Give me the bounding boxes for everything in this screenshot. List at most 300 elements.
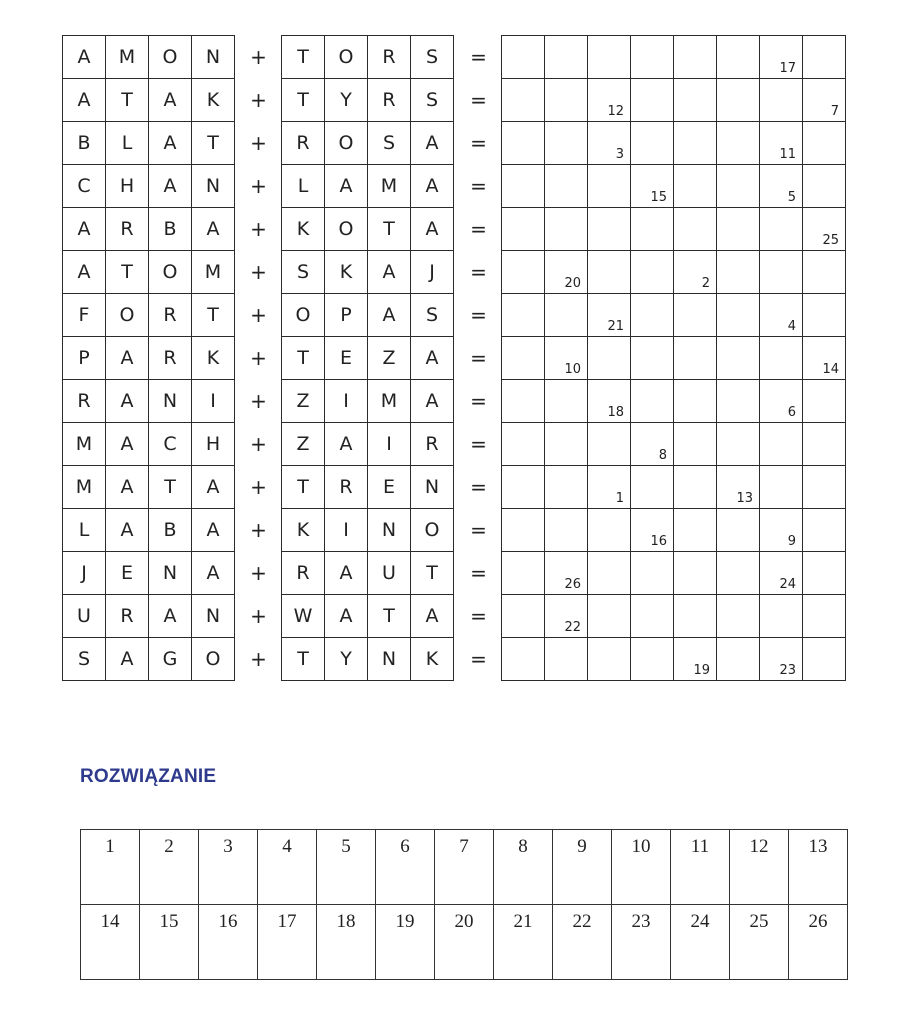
right-word-letter: Y [324, 78, 368, 122]
left-word-letter: C [148, 422, 192, 466]
answer-cell[interactable] [544, 78, 588, 122]
left-word-letter: B [148, 508, 192, 552]
solution-cell[interactable] [139, 904, 199, 980]
right-word-letter: I [367, 422, 411, 466]
answer-cell-number: 24 [779, 577, 796, 592]
solution-cell[interactable] [552, 904, 612, 980]
answer-cell-number: 9 [787, 534, 796, 549]
answer-cell[interactable] [716, 293, 760, 337]
answer-cell[interactable] [759, 637, 803, 681]
left-word-letter: N [191, 35, 235, 79]
answer-cell[interactable] [501, 637, 545, 681]
answer-cell[interactable] [587, 164, 631, 208]
right-word-letter: A [324, 422, 368, 466]
answer-cell[interactable] [587, 379, 631, 423]
answer-cell-number: 19 [693, 663, 710, 678]
answer-cell[interactable] [587, 78, 631, 122]
solution-cell-number: 15 [159, 911, 179, 932]
solution-cell[interactable] [375, 904, 435, 980]
right-word-letter: A [410, 379, 454, 423]
answer-cell[interactable] [630, 78, 674, 122]
left-word-letter: M [191, 250, 235, 294]
answer-cell[interactable] [544, 336, 588, 380]
right-word-letter: N [367, 637, 411, 681]
right-word-letter: R [367, 35, 411, 79]
answer-cell[interactable] [759, 336, 803, 380]
answer-cell[interactable] [759, 250, 803, 294]
answer-cell-number: 6 [787, 405, 796, 420]
left-word-letter: T [191, 293, 235, 337]
answer-cell[interactable] [587, 465, 631, 509]
answer-cell[interactable] [544, 594, 588, 638]
answer-cell-number: 12 [607, 104, 624, 119]
solution-cell[interactable] [670, 829, 730, 905]
solution-cell-number: 3 [223, 836, 233, 857]
equals-sign: = [470, 560, 487, 585]
solution-title: ROZWIĄZANIE [80, 766, 217, 787]
left-word-letter: M [62, 422, 106, 466]
answer-cell[interactable] [802, 422, 846, 466]
right-word-letter: S [410, 78, 454, 122]
answer-cell[interactable] [802, 551, 846, 595]
equals-sign: = [470, 431, 487, 456]
answer-cell[interactable] [544, 250, 588, 294]
solution-cell-number: 5 [341, 836, 351, 857]
left-word-letter: O [105, 293, 149, 337]
answer-cell[interactable] [759, 508, 803, 552]
equals-sign: = [470, 646, 487, 671]
right-word-letter: S [410, 293, 454, 337]
right-word-letter: A [324, 164, 368, 208]
answer-cell[interactable] [759, 35, 803, 79]
answer-cell[interactable] [630, 35, 674, 79]
answer-cell[interactable] [716, 121, 760, 165]
left-word-letter: A [105, 379, 149, 423]
answer-cell[interactable] [802, 465, 846, 509]
answer-cell[interactable] [630, 637, 674, 681]
solution-cell[interactable] [257, 829, 317, 905]
answer-cell[interactable] [630, 293, 674, 337]
right-word-letter: I [324, 379, 368, 423]
solution-cell-number: 14 [100, 911, 120, 932]
answer-cell[interactable] [501, 422, 545, 466]
equals-sign: = [470, 259, 487, 284]
left-word-letter: N [148, 379, 192, 423]
answer-cell-number: 3 [615, 147, 624, 162]
equals-sign: = [470, 517, 487, 542]
right-word-letter: K [281, 207, 325, 251]
answer-cell[interactable] [716, 207, 760, 251]
answer-cell-number: 20 [564, 276, 581, 291]
answer-cell[interactable] [544, 121, 588, 165]
left-word-letter: A [191, 207, 235, 251]
answer-cell-number: 17 [779, 61, 796, 76]
solution-cell[interactable] [788, 904, 848, 980]
answer-cell[interactable] [716, 422, 760, 466]
solution-cell[interactable] [198, 829, 258, 905]
solution-cell[interactable] [80, 829, 140, 905]
answer-cell[interactable] [673, 551, 717, 595]
answer-cell-number: 21 [607, 319, 624, 334]
answer-cell[interactable] [673, 336, 717, 380]
left-word-letter: K [191, 78, 235, 122]
answer-cell-number: 10 [564, 362, 581, 377]
solution-cell-number: 7 [459, 836, 469, 857]
answer-cell[interactable] [802, 594, 846, 638]
answer-cell[interactable] [673, 465, 717, 509]
equals-sign: = [470, 130, 487, 155]
solution-cell-number: 20 [454, 911, 474, 932]
answer-cell[interactable] [501, 551, 545, 595]
answer-cell[interactable] [802, 35, 846, 79]
answer-cell[interactable] [673, 164, 717, 208]
right-word-letter: P [324, 293, 368, 337]
answer-cell[interactable] [759, 207, 803, 251]
answer-cell[interactable] [759, 465, 803, 509]
answer-cell[interactable] [630, 121, 674, 165]
left-word-letter: A [191, 551, 235, 595]
answer-cell[interactable] [716, 465, 760, 509]
solution-cell[interactable] [434, 829, 494, 905]
answer-cell[interactable] [501, 379, 545, 423]
answer-cell[interactable] [587, 508, 631, 552]
solution-cell-number: 13 [808, 836, 828, 857]
right-word-letter: A [367, 293, 411, 337]
answer-cell[interactable] [587, 293, 631, 337]
right-word-letter: T [281, 35, 325, 79]
answer-cell[interactable] [501, 121, 545, 165]
solution-grid [80, 829, 846, 979]
equals-sign: = [470, 87, 487, 112]
left-word-letter: S [62, 637, 106, 681]
answer-cell[interactable] [544, 637, 588, 681]
left-word-letter: R [148, 336, 192, 380]
left-word-letter: A [105, 422, 149, 466]
equals-sign: = [470, 603, 487, 628]
solution-cell[interactable] [375, 829, 435, 905]
left-word-letter: R [105, 594, 149, 638]
answer-cell[interactable] [759, 121, 803, 165]
plus-sign: + [250, 388, 267, 413]
equals-sign: = [470, 474, 487, 499]
answer-cell-number: 11 [779, 147, 796, 162]
right-word-letter: T [410, 551, 454, 595]
left-word-letter: A [62, 78, 106, 122]
equals-sign: = [470, 44, 487, 69]
answer-cell[interactable] [587, 35, 631, 79]
answer-cell[interactable] [630, 336, 674, 380]
answer-cell[interactable] [802, 508, 846, 552]
answer-cell[interactable] [501, 465, 545, 509]
right-word-letter: A [410, 594, 454, 638]
answer-cell[interactable] [501, 293, 545, 337]
left-word-letter: E [105, 551, 149, 595]
answer-cell[interactable] [802, 637, 846, 681]
right-word-letter: T [281, 637, 325, 681]
answer-cell[interactable] [759, 78, 803, 122]
answer-cell[interactable] [716, 594, 760, 638]
answer-cell[interactable] [630, 465, 674, 509]
right-word-letter: Z [281, 422, 325, 466]
answer-cell[interactable] [630, 422, 674, 466]
answer-cell[interactable] [759, 422, 803, 466]
answer-cell[interactable] [544, 508, 588, 552]
right-word-letter: T [281, 336, 325, 380]
answer-cell[interactable] [759, 164, 803, 208]
right-word-letter: R [367, 78, 411, 122]
right-word-letter: M [367, 164, 411, 208]
answer-cell[interactable] [673, 637, 717, 681]
solution-cell[interactable] [493, 904, 553, 980]
answer-cell[interactable] [544, 207, 588, 251]
answer-cell[interactable] [802, 121, 846, 165]
left-word-letter: T [105, 78, 149, 122]
left-word-letter: M [105, 35, 149, 79]
answer-cell-number: 16 [650, 534, 667, 549]
answer-cell[interactable] [587, 594, 631, 638]
plus-sign: + [250, 603, 267, 628]
answer-cell[interactable] [716, 551, 760, 595]
right-word-letter: T [367, 207, 411, 251]
right-word-letter: M [367, 379, 411, 423]
solution-cell[interactable] [80, 904, 140, 980]
solution-cell[interactable] [198, 904, 258, 980]
right-word-letter: K [410, 637, 454, 681]
answer-cell[interactable] [544, 379, 588, 423]
answer-cell[interactable] [673, 250, 717, 294]
answer-cell[interactable] [587, 121, 631, 165]
plus-sign: + [250, 173, 267, 198]
left-word-letter: A [62, 35, 106, 79]
left-word-letter: N [191, 164, 235, 208]
answer-cell[interactable] [673, 207, 717, 251]
answer-cell[interactable] [544, 465, 588, 509]
plus-sign: + [250, 431, 267, 456]
left-word-letter: N [191, 594, 235, 638]
plus-sign: + [250, 646, 267, 671]
right-word-letter: T [281, 465, 325, 509]
answer-cell[interactable] [673, 422, 717, 466]
answer-cell[interactable] [630, 250, 674, 294]
answer-cell[interactable] [501, 78, 545, 122]
left-word-letter: A [148, 164, 192, 208]
answer-cell[interactable] [544, 164, 588, 208]
solution-cell-number: 2 [164, 836, 174, 857]
right-word-letter: S [367, 121, 411, 165]
answer-cell[interactable] [501, 35, 545, 79]
left-word-letter: B [62, 121, 106, 165]
answer-cell[interactable] [802, 379, 846, 423]
answer-cell[interactable] [802, 164, 846, 208]
answer-cell[interactable] [673, 379, 717, 423]
left-word-letter: K [191, 336, 235, 380]
solution-cell[interactable] [552, 829, 612, 905]
right-word-letter: T [367, 594, 411, 638]
right-word-letter: O [324, 121, 368, 165]
solution-cell-number: 8 [518, 836, 528, 857]
left-word-letter: A [105, 336, 149, 380]
solution-cell-number: 23 [631, 911, 651, 932]
solution-cell[interactable] [257, 904, 317, 980]
solution-cell[interactable] [139, 829, 199, 905]
answer-cell[interactable] [802, 207, 846, 251]
answer-cell[interactable] [716, 35, 760, 79]
right-word-letter: Y [324, 637, 368, 681]
plus-sign: + [250, 44, 267, 69]
solution-cell-number: 1 [105, 836, 115, 857]
answer-cell-number: 7 [830, 104, 839, 119]
answer-cell[interactable] [501, 207, 545, 251]
answer-cell[interactable] [587, 250, 631, 294]
answer-cell[interactable] [630, 207, 674, 251]
answer-cell[interactable] [544, 551, 588, 595]
left-word-letter: A [191, 508, 235, 552]
solution-cell-number: 19 [395, 911, 415, 932]
left-word-letter: L [62, 508, 106, 552]
answer-cell-number: 5 [787, 190, 796, 205]
answer-cell-number: 23 [779, 663, 796, 678]
solution-cell[interactable] [316, 829, 376, 905]
plus-sign: + [250, 259, 267, 284]
solution-cell-number: 24 [690, 911, 710, 932]
answer-cell[interactable] [630, 379, 674, 423]
answer-cell[interactable] [587, 637, 631, 681]
answer-cell[interactable] [716, 164, 760, 208]
right-word-letter: R [324, 465, 368, 509]
answer-cell-number: 1 [615, 491, 624, 506]
right-word-letter: A [410, 164, 454, 208]
answer-cell[interactable] [630, 594, 674, 638]
answer-cell[interactable] [759, 551, 803, 595]
answer-cell[interactable] [716, 508, 760, 552]
solution-cell[interactable] [611, 904, 671, 980]
right-word-letter: O [410, 508, 454, 552]
left-word-letter: A [191, 465, 235, 509]
right-word-letter: A [367, 250, 411, 294]
left-word-letter: H [191, 422, 235, 466]
equals-sign: = [470, 302, 487, 327]
answer-cell[interactable] [673, 78, 717, 122]
solution-cell-number: 25 [749, 911, 769, 932]
solution-cell[interactable] [788, 829, 848, 905]
solution-cell[interactable] [434, 904, 494, 980]
answer-cell[interactable] [630, 551, 674, 595]
solution-cell-number: 16 [218, 911, 238, 932]
left-word-letter: I [191, 379, 235, 423]
answer-cell[interactable] [587, 207, 631, 251]
left-word-letter: C [62, 164, 106, 208]
right-word-letter: A [410, 207, 454, 251]
answer-cell-number: 14 [822, 362, 839, 377]
answer-cell[interactable] [501, 508, 545, 552]
left-word-letter: B [148, 207, 192, 251]
left-word-letter: M [62, 465, 106, 509]
answer-cell[interactable] [802, 293, 846, 337]
answer-cell[interactable] [673, 508, 717, 552]
answer-cell[interactable] [673, 293, 717, 337]
left-word-letter: R [62, 379, 106, 423]
solution-cell[interactable] [729, 904, 789, 980]
answer-cell[interactable] [587, 336, 631, 380]
right-word-letter: Z [281, 379, 325, 423]
solution-cell[interactable] [493, 829, 553, 905]
solution-cell[interactable] [670, 904, 730, 980]
answer-cell[interactable] [716, 336, 760, 380]
answer-cell[interactable] [544, 293, 588, 337]
left-word-letter: P [62, 336, 106, 380]
right-word-letter: R [281, 121, 325, 165]
answer-cell-number: 8 [658, 448, 667, 463]
solution-cell[interactable] [316, 904, 376, 980]
answer-cell-number: 4 [787, 319, 796, 334]
solution-cell-number: 17 [277, 911, 297, 932]
answer-cell[interactable] [716, 78, 760, 122]
left-word-letter: U [62, 594, 106, 638]
right-word-letter: Z [367, 336, 411, 380]
equals-sign: = [470, 173, 487, 198]
left-word-letter: A [148, 594, 192, 638]
answer-cell[interactable] [544, 422, 588, 466]
answer-cell[interactable] [759, 594, 803, 638]
answer-cell[interactable] [587, 551, 631, 595]
answer-cell[interactable] [501, 250, 545, 294]
solution-cell-number: 12 [749, 836, 769, 857]
answer-cell[interactable] [759, 379, 803, 423]
right-word-letter: U [367, 551, 411, 595]
answer-cell[interactable] [630, 508, 674, 552]
answer-cell[interactable] [716, 379, 760, 423]
answer-cell[interactable] [587, 422, 631, 466]
left-word-letter: N [148, 551, 192, 595]
answer-cell[interactable] [716, 637, 760, 681]
answer-cell[interactable] [716, 250, 760, 294]
answer-cell[interactable] [802, 78, 846, 122]
left-word-letter: G [148, 637, 192, 681]
right-word-letter: O [324, 35, 368, 79]
solution-cell-number: 9 [577, 836, 587, 857]
answer-cell[interactable] [501, 164, 545, 208]
right-word-letter: T [281, 78, 325, 122]
plus-sign: + [250, 345, 267, 370]
right-word-letter: N [410, 465, 454, 509]
left-word-letter: T [191, 121, 235, 165]
right-word-letter: A [324, 551, 368, 595]
left-word-letter: O [191, 637, 235, 681]
right-word-letter: I [324, 508, 368, 552]
answer-cell[interactable] [802, 250, 846, 294]
right-word-letter: K [324, 250, 368, 294]
left-word-letter: A [105, 508, 149, 552]
answer-cell[interactable] [802, 336, 846, 380]
solution-cell[interactable] [611, 829, 671, 905]
solution-cell[interactable] [729, 829, 789, 905]
right-word-letter: L [281, 164, 325, 208]
answer-cell[interactable] [673, 35, 717, 79]
solution-cell-number: 18 [336, 911, 356, 932]
answer-cell[interactable] [501, 336, 545, 380]
solution-cell-number: 11 [690, 836, 710, 857]
answer-cell[interactable] [630, 164, 674, 208]
right-word-letter: R [281, 551, 325, 595]
left-word-letter: F [62, 293, 106, 337]
solution-cell-number: 6 [400, 836, 410, 857]
answer-cell[interactable] [501, 594, 545, 638]
answer-cell[interactable] [673, 121, 717, 165]
answer-cell[interactable] [673, 594, 717, 638]
answer-cell[interactable] [544, 35, 588, 79]
right-word-letter: N [367, 508, 411, 552]
answer-cell[interactable] [759, 293, 803, 337]
